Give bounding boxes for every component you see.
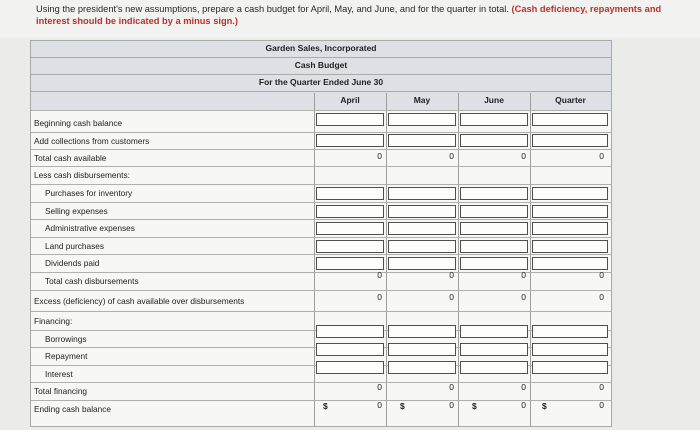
column-divider — [386, 93, 387, 426]
currency-symbol-may: $ — [400, 401, 405, 411]
input-purchases-may[interactable] — [388, 187, 456, 200]
total-cash-available-may: 0 — [449, 151, 454, 161]
input-selling-april[interactable] — [316, 205, 384, 218]
input-interest-may[interactable] — [388, 361, 456, 374]
input-interest-june[interactable] — [460, 361, 528, 374]
excess-june: 0 — [521, 292, 526, 302]
currency-symbol-june: $ — [472, 401, 477, 411]
row-label-total-financing: Total financing — [34, 386, 88, 396]
column-header-june: June — [484, 95, 504, 105]
row-label-admin-expenses: Administrative expenses — [45, 223, 135, 233]
input-borrowings-june[interactable] — [460, 325, 528, 338]
input-purchases-april[interactable] — [316, 187, 384, 200]
total-disbursements-april: 0 — [377, 270, 382, 280]
input-beginning-cash-june[interactable] — [460, 113, 528, 126]
total-disbursements-quarter: 0 — [599, 270, 604, 280]
total-cash-available-june: 0 — [521, 151, 526, 161]
input-admin-april[interactable] — [316, 222, 384, 235]
row-label-land-purchases: Land purchases — [45, 241, 105, 251]
instructions-text — [36, 3, 686, 27]
total-disbursements-may: 0 — [449, 270, 454, 280]
ending-cash-may: 0 — [449, 400, 454, 410]
input-land-may[interactable] — [388, 240, 456, 253]
total-disbursements-june: 0 — [521, 270, 526, 280]
row-label-selling-expenses: Selling expenses — [45, 206, 108, 216]
ending-cash-quarter: 0 — [599, 400, 604, 410]
input-beginning-cash-april[interactable] — [316, 113, 384, 126]
input-admin-june[interactable] — [460, 222, 528, 235]
total-financing-quarter: 0 — [599, 382, 604, 392]
input-admin-may[interactable] — [388, 222, 456, 235]
row-label-total-cash-available: Total cash available — [34, 153, 107, 163]
company-name-row — [31, 41, 611, 58]
input-collections-april[interactable] — [316, 134, 384, 147]
input-land-april[interactable] — [316, 240, 384, 253]
company-name: Garden Sales, Incorporated — [265, 43, 377, 53]
column-divider — [530, 93, 531, 426]
input-collections-june[interactable] — [460, 134, 528, 147]
input-selling-quarter[interactable] — [532, 205, 608, 218]
input-collections-quarter[interactable] — [532, 134, 608, 147]
ending-cash-april: 0 — [377, 400, 382, 410]
instructions-note: (Cash deficiency, repayments and interest should be indicated by a minus sign.) — [36, 4, 662, 26]
row-divider — [31, 184, 611, 185]
input-admin-quarter[interactable] — [532, 222, 608, 235]
row-divider — [31, 132, 611, 133]
title-row — [31, 58, 611, 75]
row-label-less-disbursements: Less cash disbursements: — [34, 170, 130, 180]
cash-budget-table — [30, 40, 612, 427]
input-purchases-quarter[interactable] — [532, 187, 608, 200]
total-cash-available-april: 0 — [377, 151, 382, 161]
column-divider — [314, 93, 315, 426]
input-interest-quarter[interactable] — [532, 361, 608, 374]
ending-cash-june: 0 — [521, 400, 526, 410]
row-label-ending-cash: Ending cash balance — [34, 404, 112, 414]
total-cash-available-quarter: 0 — [599, 151, 604, 161]
row-label-purchases: Purchases for inventory — [45, 188, 133, 198]
input-beginning-cash-may[interactable] — [388, 113, 456, 126]
input-dividends-june[interactable] — [460, 257, 528, 270]
period-row — [31, 75, 611, 92]
input-dividends-april[interactable] — [316, 257, 384, 270]
row-label-repayment: Repayment — [45, 351, 88, 361]
row-divider — [31, 237, 611, 238]
input-land-quarter[interactable] — [532, 240, 608, 253]
input-selling-june[interactable] — [460, 205, 528, 218]
input-dividends-may[interactable] — [388, 257, 456, 270]
input-borrowings-quarter[interactable] — [532, 325, 608, 338]
input-beginning-cash-quarter[interactable] — [532, 113, 608, 126]
currency-symbol-quarter: $ — [542, 401, 547, 411]
input-borrowings-may[interactable] — [388, 325, 456, 338]
input-collections-may[interactable] — [388, 134, 456, 147]
row-label-dividends-paid: Dividends paid — [45, 258, 100, 268]
total-financing-june: 0 — [521, 382, 526, 392]
currency-symbol-april: $ — [323, 401, 328, 411]
input-repayment-may[interactable] — [388, 343, 456, 356]
row-divider — [31, 254, 611, 255]
input-repayment-quarter[interactable] — [532, 343, 608, 356]
total-financing-april: 0 — [377, 382, 382, 392]
input-purchases-june[interactable] — [460, 187, 528, 200]
row-divider — [31, 219, 611, 220]
instructions-panel — [0, 0, 700, 38]
input-repayment-april[interactable] — [316, 343, 384, 356]
budget-period: For the Quarter Ended June 30 — [258, 77, 384, 87]
header-divider — [31, 110, 611, 111]
row-label-excess-deficiency: Excess (deficiency) of cash available over disbursements — [34, 296, 245, 306]
column-header-april: April — [340, 95, 360, 105]
column-header-may: May — [413, 95, 431, 105]
column-divider — [458, 93, 459, 426]
excess-may: 0 — [449, 292, 454, 302]
input-borrowings-april[interactable] — [316, 325, 384, 338]
input-dividends-quarter[interactable] — [532, 257, 608, 270]
row-divider — [31, 290, 611, 291]
row-divider — [31, 166, 611, 167]
row-label-financing: Financing: — [34, 316, 73, 326]
row-divider — [31, 202, 611, 203]
excess-april: 0 — [377, 292, 382, 302]
input-interest-april[interactable] — [316, 361, 384, 374]
row-divider — [31, 311, 611, 312]
total-financing-may: 0 — [449, 382, 454, 392]
input-repayment-june[interactable] — [460, 343, 528, 356]
row-label-interest: Interest — [45, 369, 73, 379]
row-label-total-disbursements: Total cash disbursements — [45, 276, 139, 286]
input-land-june[interactable] — [460, 240, 528, 253]
budget-title: Cash Budget — [294, 60, 348, 70]
instructions-main: Using the president's new assumptions, prepare a cash budget for April, May, and June, and for the quarter in total. — [36, 4, 509, 14]
row-label-beginning-cash: Beginning cash balance — [34, 118, 123, 128]
row-divider — [31, 149, 611, 150]
row-label-add-collections: Add collections from customers — [34, 136, 150, 146]
input-selling-may[interactable] — [388, 205, 456, 218]
column-header-quarter: Quarter — [555, 95, 586, 105]
row-label-borrowings: Borrowings — [45, 334, 87, 344]
excess-quarter: 0 — [599, 292, 604, 302]
